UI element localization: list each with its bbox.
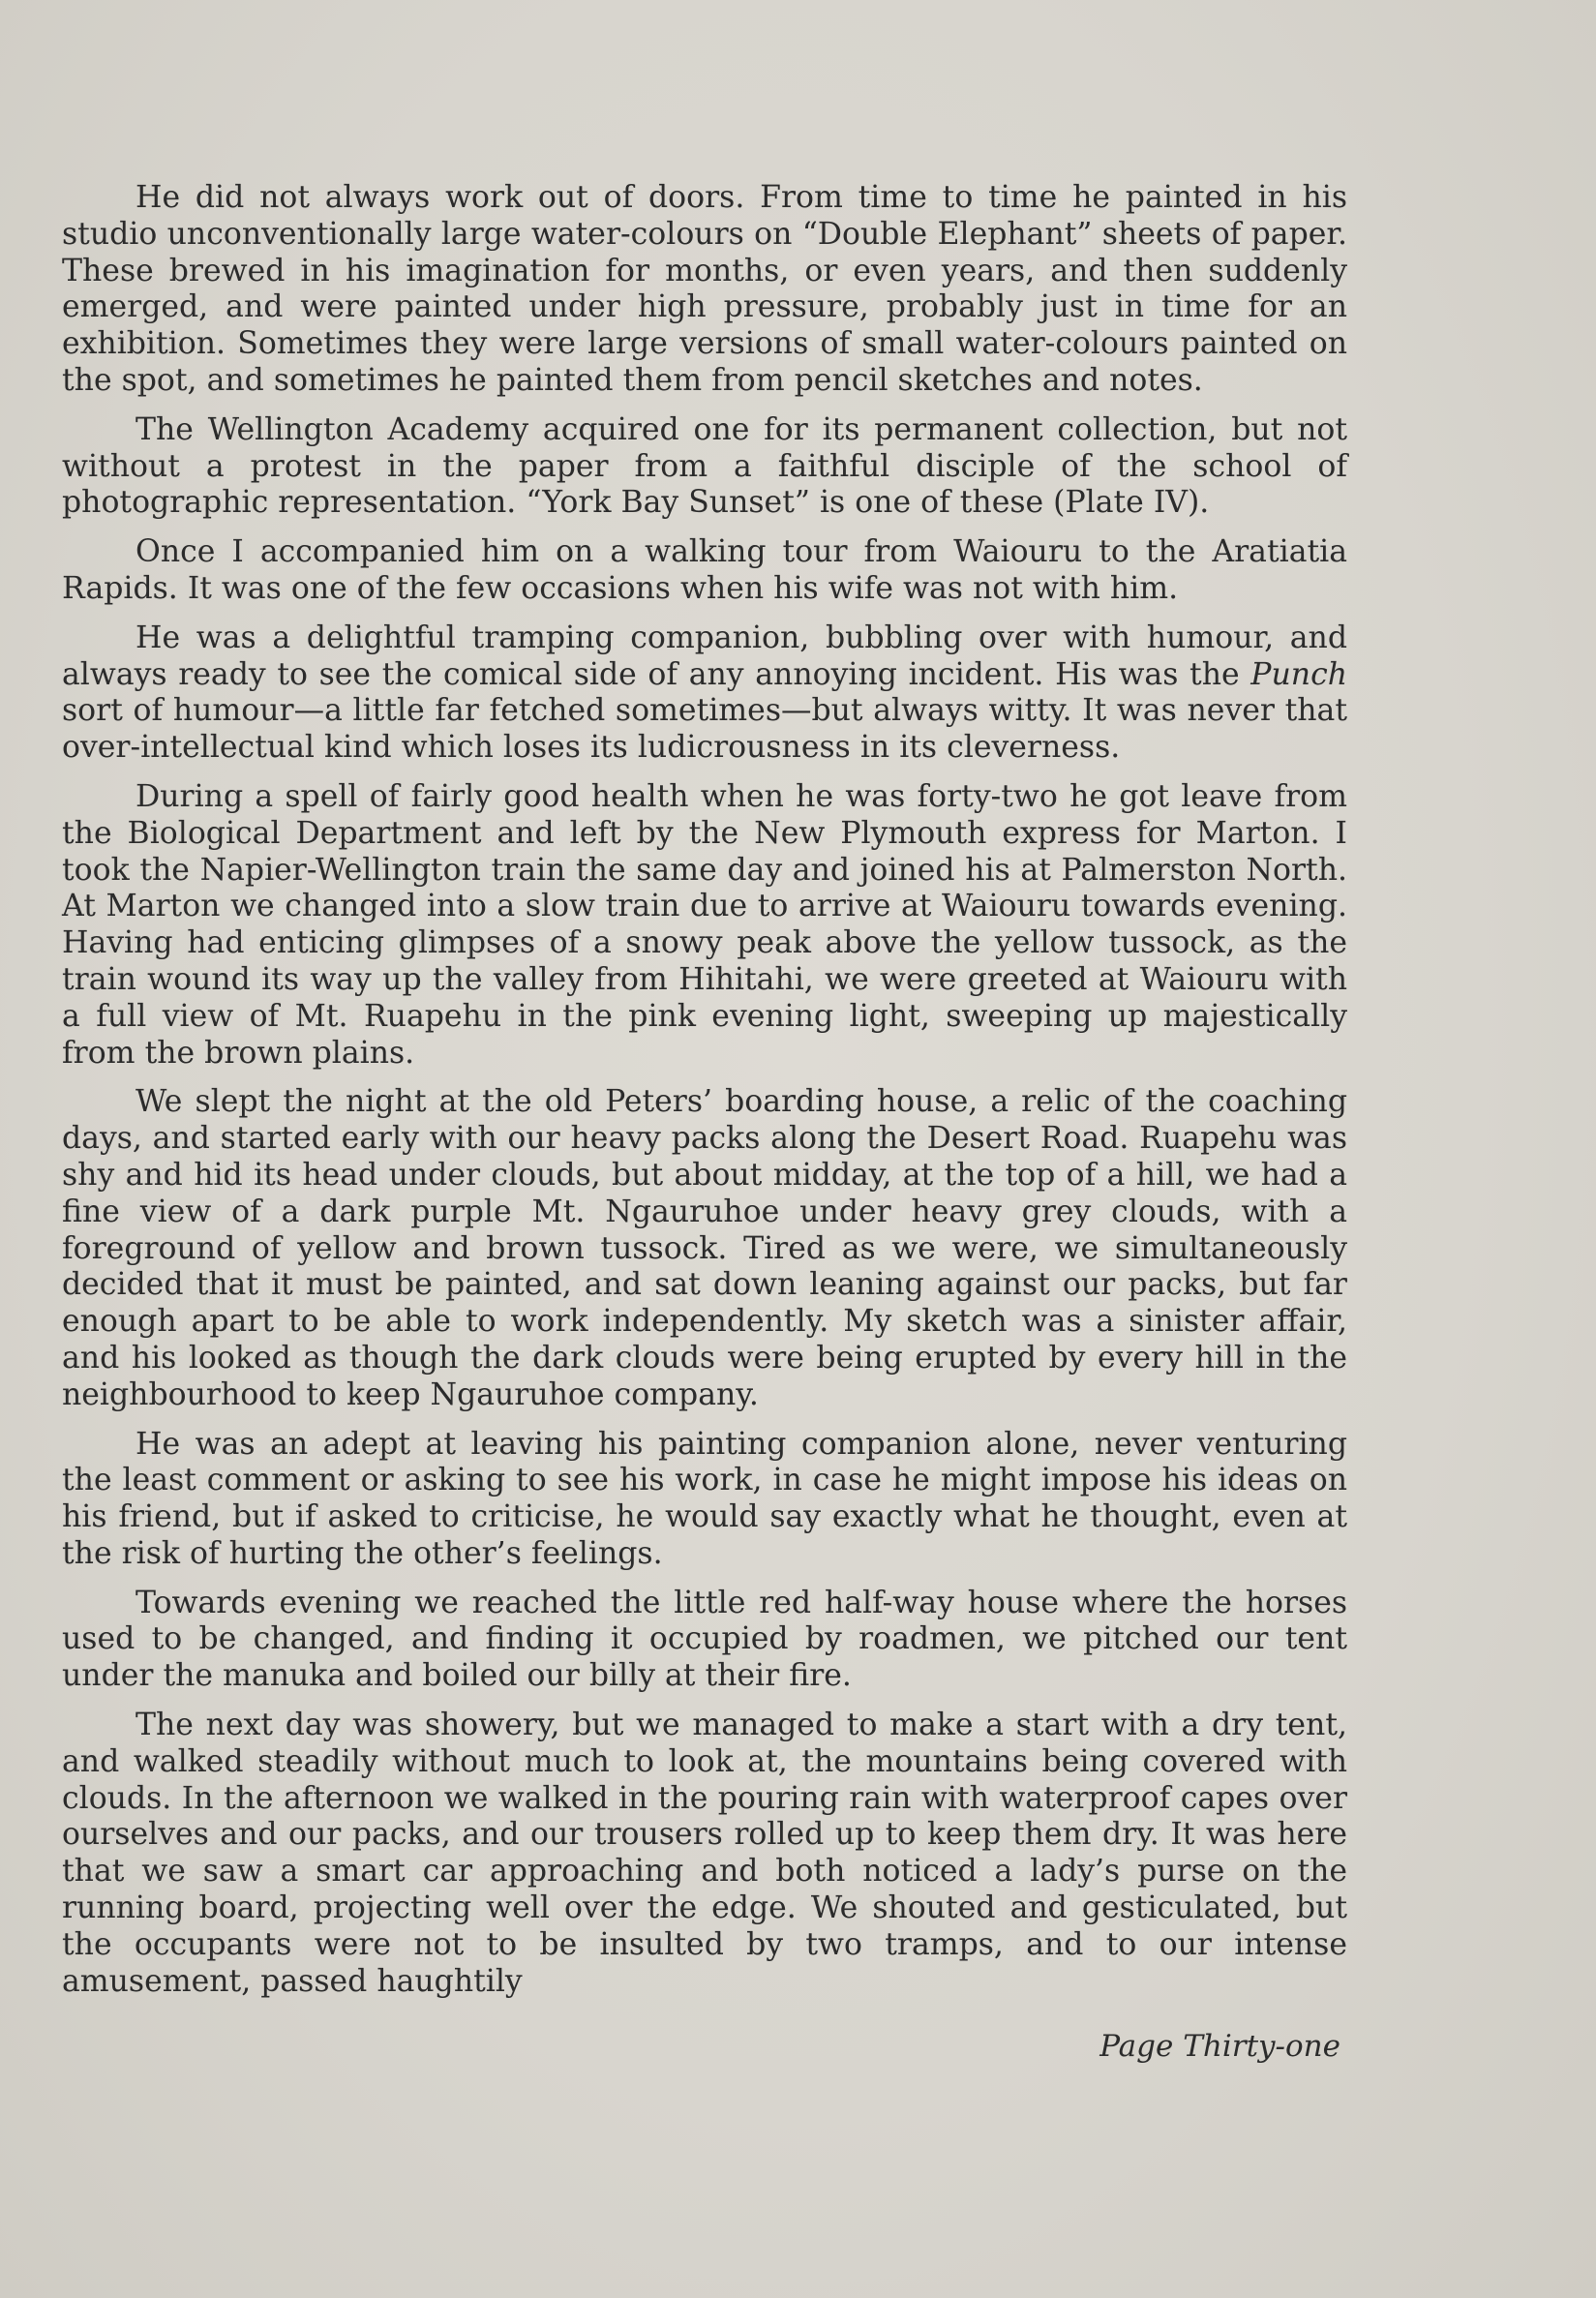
page-number: Page Thirty-one (1099, 2029, 1340, 2064)
paragraph: The Wellington Academy acquired one for its permanent collection, but not without a protest in the paper from a faithful disciple of the school of photographic representation. “York Bay Sunset” is one of these (Plate IV). (62, 411, 1347, 521)
paragraph: The next day was showery, but we managed to make a start with a dry tent, and walked steadily without much to look at, the mountains being covered with clouds. In the afternoon we walked in the pouring rain with waterproof capes over ourselves and our packs, and our trousers rolled up to keep them dry. It was here that we saw a smart car approaching and both noticed a lady’s purse on the running board, projecting well over the edge. We shouted and gesticulated, but the occupants were not to be insulted by two tramps, and to our intense amusement, passed haughtily (62, 1708, 1347, 1999)
paragraph-text: sort of humour—a little far fetched sometimes—but always witty. It was never that over-intellectual kind which loses its ludicrousness in its cleverness. (62, 693, 1347, 766)
paragraph: We slept the night at the old Peters’ boarding house, a relic of the coaching days, and started early with our heavy packs along the Desert Road. Ruapehu was shy and hid its head under clouds, but about midday, at the top of a hill, we had a fine view of a dark purple Mt. Ngauruhoe under heavy grey clouds, with a foreground of yellow and brown tussock. Tired as we were, we simultaneously decided that it must be painted, and sat down leaning against our packs, but far enough apart to be able to work independently. My sketch was a sinister affair, and his looked as though the dark clouds were being erupted by every hill in the neighbourhood to keep Ngauruhoe company. (62, 1084, 1347, 1412)
italic-title: Punch (1250, 656, 1347, 692)
paragraph: He did not always work out of doors. From time to time he painted in his studio unconventionally large water-colours on “Double Elephant” sheets of paper. These brewed in his imagination for months, or even years, and then suddenly emerged, and were painted under high pressure, probably just in time for an exhibition. Sometimes they were large versions of small water-colours painted on the spot, and sometimes he painted them from pencil sketches and notes. (62, 180, 1347, 398)
paragraph: He was an adept at leaving his painting companion alone, never venturing the least comment or asking to see his work, in case he might impose his ideas on his friend, but if asked to criticise, he would say exactly what he thought, even at the risk of hurting the other’s feelings. (62, 1426, 1347, 1571)
paragraph: Towards evening we reached the little red half-way house where the horses used to be changed, and finding it occupied by roadmen, we pitched our tent under the manuka and boiled our billy at their fire. (62, 1585, 1347, 1694)
body-text (62, 180, 1347, 2012)
paragraph: During a spell of fairly good health when he was forty-two he got leave from the Biological Department and left by the New Plymouth express for Marton. I took the Napier-Wellington train the same day and joined his at Palmerston North. At Marton we changed into a slow train due to arrive at Waiouru towards evening. Having had enticing glimpses of a snowy peak above the yellow tussock, as the train wound its way up the valley from Hihitahi, we were greeted at Waiouru with a full view of Mt. Ruapehu in the pink evening light, sweeping up majestically from the brown plains. (62, 778, 1347, 1071)
paragraph-text: He was a delightful tramping companion, bubbling over with humour, and always ready to see the comical side of any annoying incident. His was the (62, 620, 1347, 692)
paragraph: Once I accompanied him on a walking tour from Waiouru to the Aratiatia Rapids. It was one of the few occasions when his wife was not with him. (62, 534, 1347, 606)
paragraph (62, 620, 1347, 767)
